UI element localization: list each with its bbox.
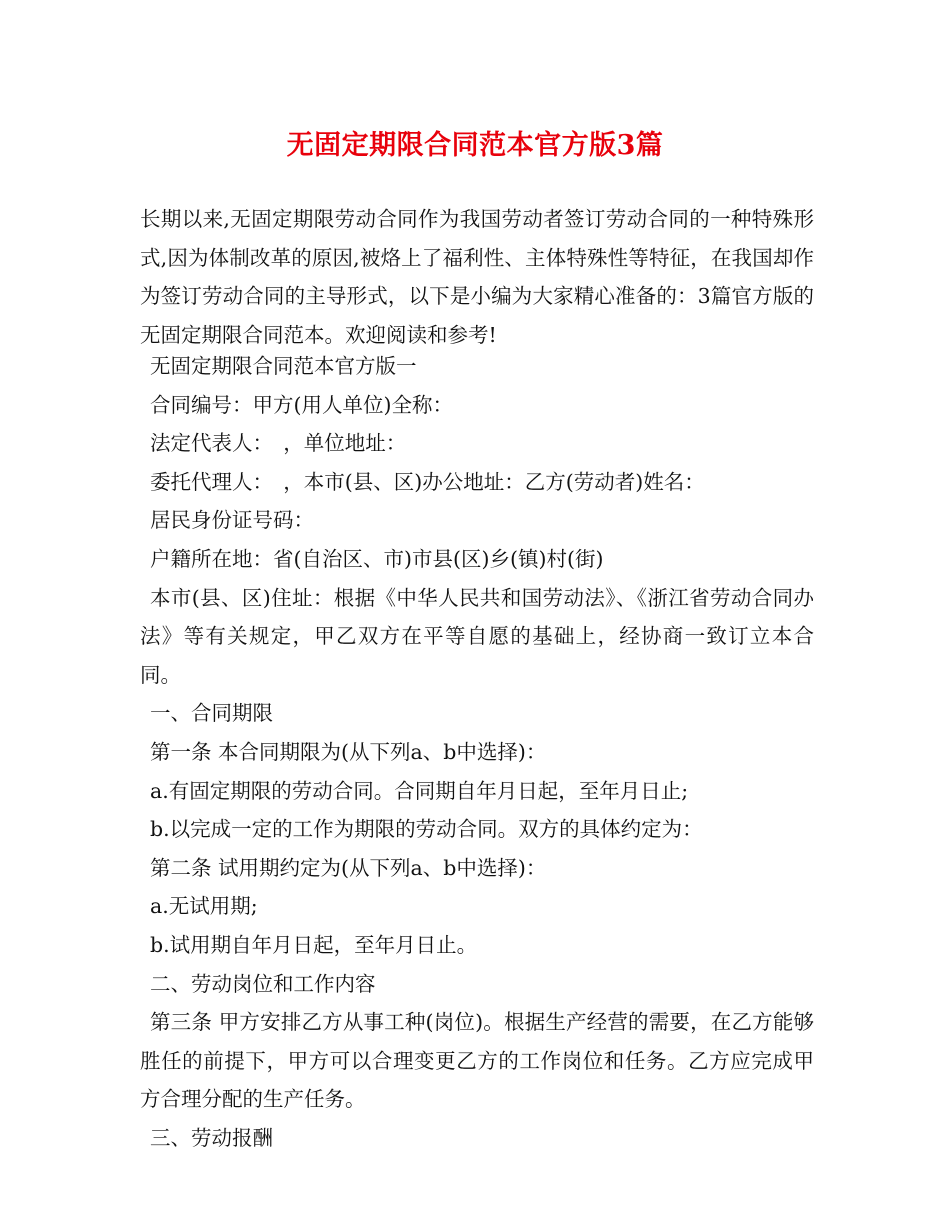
agent-line: 委托代理人： ，本市(县、区)办公地址：乙方(劳动者)姓名： <box>150 469 705 494</box>
legal-representative-line: 法定代表人： ，单位地址： <box>150 431 407 456</box>
chapter-heading-remuneration: 三、劳动报酬 <box>150 1125 273 1150</box>
chapter-heading-position: 二、劳动岗位和工作内容 <box>150 971 376 996</box>
article-three-paragraph: 第三条 甲方安排乙方从事工种(岗位)。根据生产经营的需要，在乙方能够胜任的前提下，甲方可以合理变更乙方的工作岗位和任务。乙方应完成甲方合理分配的生产任务。 <box>140 1010 814 1112</box>
article-one-option-a: a.有固定期限的劳动合同。合同期自年月日起，至年月日止; <box>150 778 689 803</box>
section-heading: 无固定期限合同范本官方版一 <box>150 354 417 378</box>
chapter-heading-term: 一、合同期限 <box>150 701 273 726</box>
contract-body <box>140 347 814 1157</box>
document-title: 无固定期限合同范本官方版3篇 <box>286 130 664 161</box>
article-one: 第一条 本合同期限为(从下列a、b中选择)： <box>150 739 547 764</box>
contract-number-line: 合同编号：甲方(用人单位)全称： <box>150 392 453 417</box>
article-two-option-b: b.试用期自年月日起，至年月日止。 <box>150 932 478 957</box>
article-two-option-a: a.无试用期; <box>150 894 258 919</box>
address-paragraph: 本市(县、区)住址：根据《中华人民共和国劳动法》、《浙江省劳动合同办法》等有关规定，甲乙双方在平等自愿的基础上，经协商一致订立本合同。 <box>140 585 814 687</box>
intro-paragraph: 长期以来,无固定期限劳动合同作为我国劳动者签订劳动合同的一种特殊形式,因为体制改革的原因,被烙上了福利性、主体特殊性等特征，在我国却作为签订劳动合同的主导形式，以下是小编为大家精心准备的：3篇官方版的无固定期限合同范本。欢迎阅读和参考! <box>140 207 814 347</box>
id-number-line: 居民身份证号码： <box>150 508 314 533</box>
household-registration-line: 户籍所在地：省(自治区、市)市县(区)乡(镇)村(街) <box>150 546 604 571</box>
article-two: 第二条 试用期约定为(从下列a、b中选择)： <box>150 855 547 880</box>
article-one-option-b: b.以完成一定的工作为期限的劳动合同。双方的具体约定为： <box>150 817 703 842</box>
